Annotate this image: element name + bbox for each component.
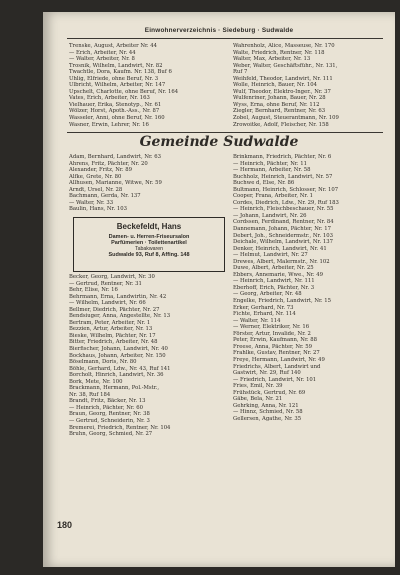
directory-entry: Braun, Georg, Rentner, Nr. 38 <box>69 411 150 418</box>
directory-entry: Ziegler, Bernhard, Rentner, Nr. 63 <box>233 108 326 115</box>
directory-entry: Behrmann, Erna, Landwirtin, Nr. 42 <box>69 293 167 300</box>
directory-entry: — Walter, Nr. 33 <box>69 199 114 206</box>
directory-entry: Debert, Joh., Schneidermstr., Nr. 103 <box>233 232 333 239</box>
directory-entry: Bultmann, Heinrich, Schlosser, Nr. 107 <box>233 186 339 193</box>
directory-entry: Wasseler, Anni, ohne Beruf, Nr. 160 <box>69 115 165 122</box>
directory-entry: Cordssen, Ferdinand, Rentner, Nr. 84 <box>233 219 334 226</box>
page-number: 180 <box>57 520 73 530</box>
directory-entry: Drewes, Albert, Malermstr., Nr. 102 <box>233 258 330 265</box>
directory-entry: Upschelt, Charlotte, ohne Beruf, Nr. 164 <box>69 88 179 95</box>
directory-entry: Buchholz, Heinrich, Landwirt, Nr. 57 <box>233 173 333 180</box>
directory-entry: Gäbe, Bela, Nr. 21 <box>233 396 283 403</box>
directory-entry: — Georg, Arbeiter, Nr. 48 <box>233 291 302 298</box>
advert-name: Beckefeldt, Hans <box>116 222 182 231</box>
directory-entry: Ebbers, Annemarie, Wwe., Nr. 49 <box>233 271 323 278</box>
directory-entry: Bockhaus, Johann, Arbeiter, Nr. 150 <box>69 352 166 359</box>
directory-entry: — Heinrich, Fleischbeschauer, Nr. 55 <box>233 206 334 213</box>
directory-entry: Bellmer, Diedrich, Pächter, Nr. 27 <box>69 306 160 313</box>
directory-entry: Borcholt, Hinrich, Landwirt, Nr. 36 <box>69 372 164 379</box>
directory-entry: Cooper, Frana, Arbeiter, Nr. 1 <box>233 193 314 200</box>
directory-entry: Wolle, Heinrich, Bauer, Nr. 104 <box>233 82 317 89</box>
directory-entry: Fries, Emil, Nr. 39 <box>233 383 283 390</box>
section-rule <box>67 132 383 133</box>
directory-entry: Deichale, Wilhelm, Landwirt, Nr. 137 <box>233 239 333 246</box>
directory-entry: Brackmann, Hermann, Pol.-Mstr., <box>69 385 160 392</box>
directory-entry: Gastwirt, Nr. 29, Ruf 140 <box>233 370 301 377</box>
directory-entry: Friedrichs, Albert, Landwirt und <box>233 363 321 370</box>
directory-entry: Zobel, August, Steuerantmann, Nr. 109 <box>233 115 339 122</box>
advert-line1: Damen- u. Herren-Friseursalon <box>108 234 190 240</box>
directory-entry: Gellersen, Agathe, Nr. 35 <box>233 415 302 422</box>
directory-entry: Frahlke, Gustav, Rentner, Nr. 27 <box>233 350 320 357</box>
directory-entry: — Helmut, Landwirt, Nr. 27 <box>233 252 308 259</box>
directory-entry: Uhlig, Elfriede, ohne Beruf, Nr. 3 <box>69 75 159 82</box>
directory-entry: Walter, Max, Arbeiter, Nr. 13 <box>233 56 311 63</box>
directory-entry: Trenske, August, Arbeiter Nr. 44 <box>69 43 158 49</box>
directory-entry: Cordes, Diedrich, Ldw., Nr. 29, Ruf 183 <box>233 199 339 206</box>
directory-entry: — Erich, Arbeiter, Nr. 44 <box>69 49 136 56</box>
directory-entry: Bork, Mete, Nr. 100 <box>69 378 123 385</box>
directory-entry: Freese, Anna, Pächter, Nr. 59 <box>233 343 313 350</box>
advertisement-box <box>73 217 225 272</box>
directory-entry: Wulfenriner, Johann, Bauer, Nr. 28 <box>233 95 326 102</box>
directory-entry: Bruhn, Georg, Schmied, Nr. 27 <box>69 431 153 438</box>
directory-entry: Bertram, Peter, Arbeiter, Nr. 1 <box>69 319 151 326</box>
directory-entry: Nr. 38, Ruf 184 <box>69 391 111 398</box>
directory-entry: Bremerei, Friedrich, Rentner, Nr. 104 <box>69 424 171 431</box>
directory-entry: Freye, Hermann, Landwirt, Nr. 49 <box>233 356 325 363</box>
directory-entry: — Friedrich, Landwirt, Nr. 101 <box>233 376 317 383</box>
advert-line4: Sudwalde 93, Ruf 8, Affing. 148 <box>108 252 190 258</box>
directory-entry: Trosnik, Wilhelm, Landwirt, Nr. 82 <box>69 62 163 69</box>
body-left-column-a <box>69 154 231 213</box>
directory-entry: — Walter, Arbeiter, Nr. 8 <box>69 56 135 63</box>
directory-entry: — Hermann, Arbeiter, Nr. 58 <box>233 167 311 174</box>
directory-entry: Wyss, Erna, ohne Beruf, Nr. 112 <box>233 101 320 108</box>
directory-entry: Vielhauer, Erika, Stenotyp., Nr. 61 <box>69 101 162 108</box>
directory-entry: Engelke, Friedrich, Landwirt, Nr. 15 <box>233 298 332 305</box>
directory-entry: Adam, Bernhard, Landwirt, Nr. 63 <box>69 154 162 160</box>
directory-entry: Ahrens, Fritz, Pächter, Nr. 20 <box>69 160 148 167</box>
directory-entry: Bachmann, Gerda, Nr. 137 <box>69 193 141 200</box>
directory-entry: Bierfischer, Johann, Landwirt, Nr. 40 <box>69 346 168 353</box>
directory-entry: — Gertrud, Schneiderin, Nr. 3 <box>69 418 150 425</box>
directory-entry: — Walter, Nr. 114 <box>233 317 281 324</box>
directory-entry: Bieske, Wilhelm, Pächter, Nr. 17 <box>69 332 156 339</box>
directory-entry: — Gertrud, Rentner, Nr. 31 <box>69 280 142 287</box>
directory-entry: Behr, Elise, Nr. 16 <box>69 287 118 294</box>
directory-entry: — Wilhelm, Landwirt, Nr. 66 <box>69 300 146 307</box>
directory-entry: Buchwe d, Else, Nr. 86 <box>233 180 295 187</box>
directory-entry: Wulf, Theodor, Elektro-Inger., Nr. 37 <box>233 88 331 95</box>
directory-entry: Wasner, Erwin, Lehrer, Nr. 16 <box>69 121 149 128</box>
top-right-column <box>233 43 393 128</box>
advert-line2: Parfümerien · Toilettenartikel <box>111 240 187 246</box>
directory-entry: Zrowoitke, Adolf, Fleischer, Nr. 158 <box>233 121 329 128</box>
directory-entry: Böselmann, Doris, Nr. 80 <box>69 359 137 366</box>
directory-entry: Ulbricht, Wilhelm, Arbeiter, Nr. 147 <box>69 82 166 89</box>
directory-entry: Baulin, Hans, Nr. 103 <box>69 206 127 213</box>
section-title: Gemeinde Sudwalde <box>139 134 299 150</box>
directory-entry: Gehrking, Anna, Nr. 121 <box>233 402 299 409</box>
directory-entry: Ruf 7 <box>233 69 248 76</box>
directory-entry: Förster, Artur, Invalide, Nr. 2 <box>233 330 311 337</box>
body-right-column <box>233 154 393 422</box>
directory-entry: Eberhoff, Erich, Pächter, Nr. 3 <box>233 284 315 291</box>
directory-entry: Dannemann, Johann, Pächter, Nr. 17 <box>233 226 331 233</box>
directory-entry: — Heinrich, Pächter, Nr. 11 <box>233 160 307 167</box>
directory-page <box>43 12 395 567</box>
directory-entry: — Heinrich, Pächter, Nr. 60 <box>69 404 143 411</box>
directory-entry: Brinkmann, Friedrich, Pächter, Nr. 6 <box>233 154 332 160</box>
directory-entry: Duwe, Albert, Arbeiter, Nr. 25 <box>233 265 314 272</box>
directory-entry: — Heinrich, Landwirt, Nr. 111 <box>233 278 315 285</box>
directory-entry: Wahrenholz, Alice, Masseuse, Nr. 170 <box>233 43 335 49</box>
directory-entry: Wölzer, Horst, Apoth.-Ass., Nr. 87 <box>69 108 160 115</box>
advert-line3: Tabakwaren <box>135 246 163 252</box>
directory-entry: Allhusen, Marianne, Witwe, Nr. 59 <box>69 180 162 187</box>
directory-entry: Denker, Heinrich, Landwirt, Nr. 41 <box>233 245 327 252</box>
directory-entry: Böhle, Gerhard, Ldw., Nr. 43, Ruf 141 <box>69 365 171 372</box>
directory-entry: Alexander, Fritz, Nr. 89 <box>69 167 132 174</box>
directory-entry: — Hinnz, Schmied, Nr. 58 <box>233 409 303 416</box>
directory-entry: Fichte, Erhard, Nr. 114 <box>233 311 296 318</box>
directory-entry: Walte, Friedrich, Rentner, Nr. 118 <box>233 49 325 56</box>
directory-entry: Alfke, Grete, Nr. 80 <box>69 173 122 180</box>
directory-entry: Brandt, Fritz, Bäcker, Nr. 13 <box>69 398 146 405</box>
directory-entry: Frühstück, Gertrud, Nr. 69 <box>233 389 306 396</box>
directory-entry: Bezzien, Artur, Arbeiter, Nr. 13 <box>69 326 153 333</box>
directory-entry: — Johann, Landwirt, Nr. 26 <box>233 212 307 219</box>
directory-entry: Vates, Erich, Arbeiter, Nr. 163 <box>69 95 150 102</box>
running-header: Einwohnerverzeichnis · Siedeburg · Sudwalde <box>144 27 294 34</box>
directory-entry: Becker, Georg, Landwirt, Nr. 30 <box>69 274 155 280</box>
directory-entry: Twachtle, Dora, Kaufm. Nr. 138, Buf 6 <box>69 69 172 76</box>
directory-entry: Peter, Erwin, Kaufmann, Nr. 88 <box>233 337 317 344</box>
body-left-column-b <box>69 274 231 438</box>
header-rule <box>67 38 383 39</box>
directory-entry: Weber, Walter, Geschäftsführ., Nr. 131, <box>233 62 338 69</box>
directory-entry: Erker, Gerhard, Nr. 73 <box>233 304 294 311</box>
top-left-column <box>69 43 229 128</box>
directory-entry: Weihfeld, Theodor, Landwirt, Nr. 111 <box>233 75 333 82</box>
directory-entry: Bendsiuger, Anna, Angestellte, Nr. 13 <box>69 313 171 320</box>
directory-entry: — Werner, Elektriker, Nr. 16 <box>233 324 310 331</box>
directory-entry: Arndt, Ursel, Nr. 28 <box>69 186 123 193</box>
directory-entry: Bitter, Friedrich, Arbeiter, Nr. 48 <box>69 339 158 346</box>
